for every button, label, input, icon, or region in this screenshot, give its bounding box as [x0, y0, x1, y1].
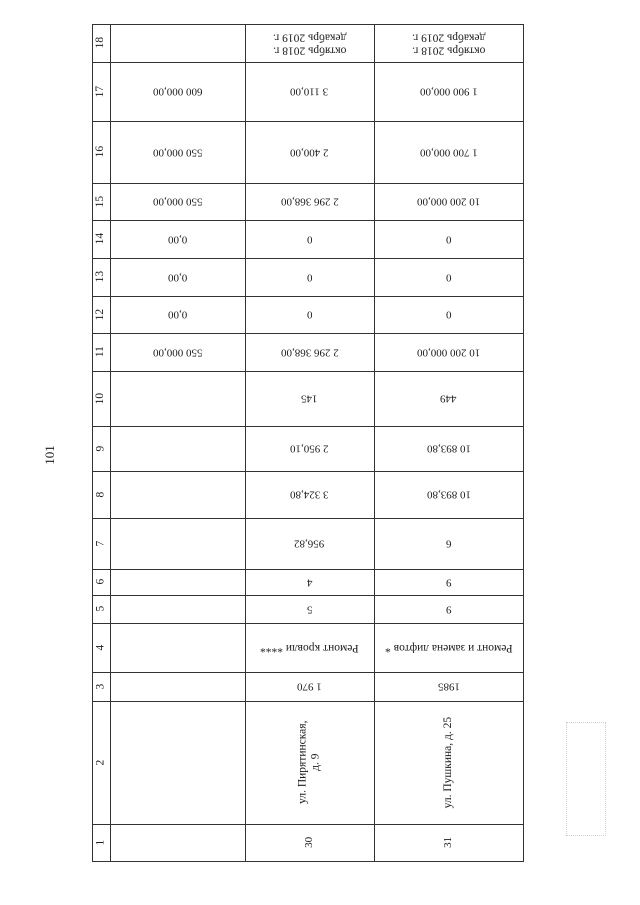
column-number-15: 15 [94, 195, 107, 208]
column-number-3: 3 [94, 683, 107, 690]
row-31-c5: 9 [445, 603, 452, 616]
row-31-c17: 1 900 000,00 [419, 85, 478, 98]
row-30-c12: 0 [306, 308, 313, 321]
total-c15: 550 000,00 [152, 195, 203, 208]
row-30-c10: 145 [301, 392, 318, 405]
row-31-c7: 6 [445, 537, 452, 550]
row-30-c9: 2 950,10 [290, 442, 329, 455]
page-number: 101 [42, 445, 57, 465]
row-30-c7: 956,82 [294, 537, 325, 550]
faint-stamp-mark [566, 722, 606, 836]
row-30-c17: 3 110,00 [290, 85, 329, 98]
total-c14: 0,00 [167, 233, 188, 246]
column-number-17: 17 [94, 85, 107, 98]
column-number-9: 9 [94, 445, 107, 452]
row-31-work: Ремонт и замена лифтов * [384, 642, 513, 655]
row-30-c5: 5 [306, 603, 313, 616]
column-number-14: 14 [94, 233, 107, 245]
column-number-16: 16 [94, 146, 107, 158]
total-c11: 550 000,00 [152, 346, 203, 359]
column-number-10: 10 [94, 392, 107, 405]
row-31-c13: 0 [445, 271, 452, 284]
row-30-work: Ремонт кровли **** [260, 642, 359, 655]
row-30-c16: 2 400,00 [290, 146, 329, 159]
grid-line [92, 861, 524, 862]
row-30-address-text: ул. Пирятинская, д. 9 [296, 720, 322, 805]
column-number-11: 11 [94, 346, 107, 358]
grid-line [523, 24, 524, 862]
row-30-c15: 2 296 368,00 [280, 195, 339, 208]
column-number-1: 1 [94, 839, 107, 846]
column-number-18: 18 [94, 37, 107, 49]
row-30-c6: 4 [306, 576, 313, 589]
data-table [92, 24, 524, 862]
row-31-c16: 1 700 000,00 [419, 146, 478, 159]
row-31-c8: 10 893,80 [426, 488, 471, 501]
column-number-5: 5 [94, 606, 107, 612]
total-c12: 0,00 [167, 308, 188, 321]
row-31-c14: 0 [445, 233, 452, 246]
row-30-c18-text: октябрь 2018 г. декабрь 2019 г. [272, 31, 347, 57]
row-31-address [374, 701, 523, 824]
column-number-2: 2 [94, 759, 107, 766]
column-number-6: 6 [94, 579, 107, 585]
row-31-c10: 449 [440, 392, 457, 405]
column-number-4: 4 [94, 644, 107, 651]
row-31-number: 31 [442, 836, 455, 848]
row-31-c12: 0 [445, 308, 452, 321]
row-30-number: 30 [303, 836, 316, 848]
column-number-12: 12 [94, 308, 107, 321]
row-31-c11: 10 200 000,00 [416, 346, 481, 359]
row-30-c8: 3 324,80 [290, 488, 329, 501]
row-31-c15: 10 200 000,00 [416, 195, 481, 208]
column-number-7: 7 [94, 540, 107, 547]
total-c17: 600 000,00 [152, 85, 203, 98]
total-c13: 0,00 [167, 271, 188, 284]
row-30-year: 1 970 [297, 680, 322, 693]
row-30-c13: 0 [306, 271, 313, 284]
column-number-8: 8 [94, 491, 107, 498]
row-31-c18-text: октябрь 2018 г. декабрь 2019 г. [411, 31, 486, 57]
column-number-13: 13 [94, 271, 107, 283]
row-31-address-text: ул. Пушкина, д. 25 [441, 716, 454, 809]
row-30-c11: 2 296 368,00 [280, 346, 339, 359]
row-30-c14: 0 [306, 233, 313, 246]
row-30-c18 [245, 24, 374, 62]
row-30-address [245, 701, 374, 824]
row-31-c6: 9 [445, 576, 452, 589]
total-c16: 550 000,00 [152, 146, 203, 159]
row-31-c18 [374, 24, 523, 62]
row-31-c9: 10 893,80 [426, 442, 471, 455]
row-31-year: 1985 [437, 680, 460, 693]
